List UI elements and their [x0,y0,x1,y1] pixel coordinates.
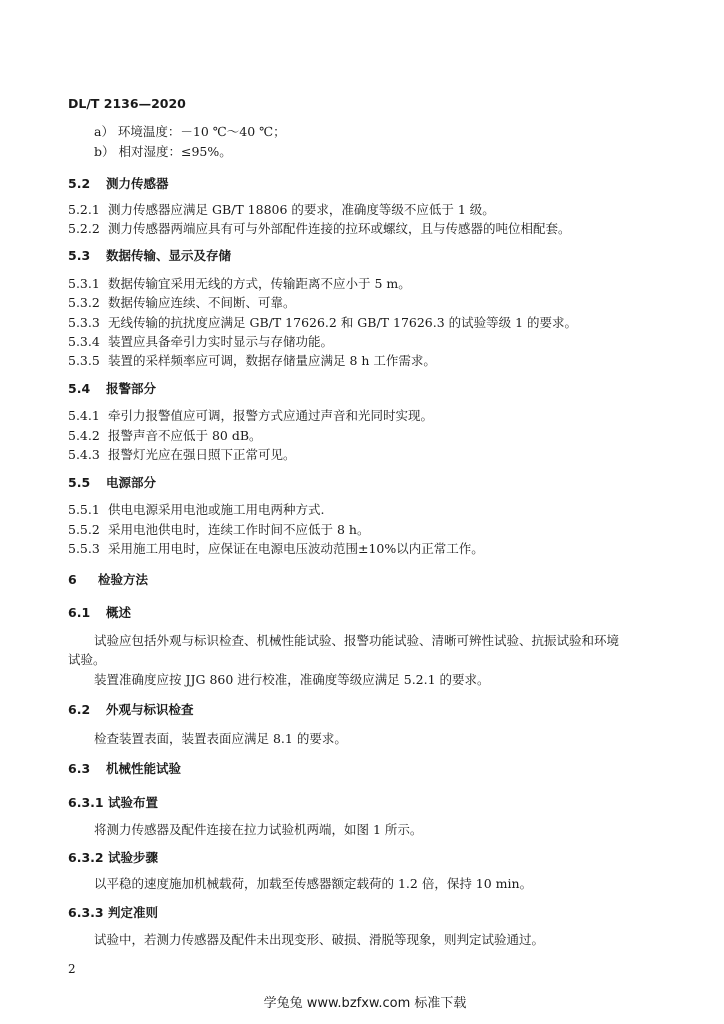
section-number: 6.2 [68,702,91,717]
clause-5-2-1 [68,202,495,218]
section-6-3-heading [68,761,181,777]
section-number: 6.3.1 [68,795,104,810]
clause-number: 5.5.2 [68,522,100,537]
section-number: 6.3.2 [68,850,104,865]
clause-text: 无线传输的抗扰度应满足 GB/T 17626.2 和 GB/T 17626.3 的试验等级 1 的要求。 [108,315,578,330]
paragraph-6-3-2: 以平稳的速度施加机械载荷，加载至传感器额定载荷的 1.2 倍，保持 10 min。 [94,876,533,891]
clause-5-4-2 [68,428,262,444]
section-title: 试验布置 [108,795,159,810]
footer-watermark: 学兔兔 www.bzfxw.com 标准下载 [263,996,467,1011]
clause-5-5-1 [68,502,324,518]
clause-5-5-3 [68,541,484,557]
clause-5-3-4 [68,334,333,350]
clause-number: 5.3.3 [68,315,100,330]
section-title: 试验步骤 [108,850,159,865]
clause-text: 数据传输宜采用无线的方式，传输距离不应小于 5 m。 [108,276,411,291]
clause-text: 测力传感器两端应具有可与外部配件连接的拉环或螺纹，且与传感器的吨位相配套。 [108,221,571,236]
section-number: 6.1 [68,605,91,620]
section-title: 数据传输、显示及存储 [106,248,232,263]
section-5-2-heading [68,176,169,192]
section-6-3-3-heading [68,905,158,921]
clause-5-3-5 [68,353,436,369]
section-number: 5.2 [68,176,91,191]
clause-text: 采用施工用电时，应保证在电源电压波动范围±10%以内正常工作。 [108,541,484,556]
clause-text: 装置应具备牵引力实时显示与存储功能。 [108,334,334,349]
clause-text: 报警声音不应低于 80 dB。 [108,428,262,443]
clause-number: 5.4.2 [68,428,100,443]
clause-number: 5.5.3 [68,541,100,556]
clause-number: 5.3.2 [68,295,100,310]
section-number: 6.3.3 [68,905,104,920]
section-title: 测力传感器 [106,176,169,191]
section-number: 5.5 [68,475,91,490]
clause-5-4-3 [68,447,296,463]
section-5-3-heading [68,248,231,264]
clause-number: 5.4.1 [68,408,100,423]
clause-number: 5.3.1 [68,276,100,291]
section-title: 机械性能试验 [106,761,182,776]
paragraph-6-1-line2: 试验。 [68,652,106,667]
section-6-1-heading [68,605,131,621]
section-title: 外观与标识检查 [106,702,194,717]
section-title: 判定准则 [108,905,159,920]
clause-number: 5.2.1 [68,202,100,217]
section-number: 5.3 [68,248,91,263]
clause-number: 5.3.4 [68,334,100,349]
env-temperature: a） 环境温度：－10 ℃～40 ℃； [94,124,286,139]
chapter-number: 6 [68,572,77,587]
clause-text: 供电电源采用电池或施工用电两种方式. [108,502,325,517]
section-title: 报警部分 [106,381,157,396]
clause-5-4-1 [68,408,433,424]
paragraph-6-2: 检查装置表面，装置表面应满足 8.1 的要求。 [94,731,347,746]
paragraph-6-3-3: 试验中，若测力传感器及配件未出现变形、破损、滑脱等现象，则判定试验通过。 [94,932,545,947]
clause-text: 装置的采样频率应可调，数据存储量应满足 8 h 工作需求。 [108,353,436,368]
clause-5-3-2 [68,295,296,311]
clause-number: 5.5.1 [68,502,100,517]
clause-5-3-3 [68,315,577,331]
section-5-5-heading [68,475,156,491]
clause-text: 采用电池供电时，连续工作时间不应低于 8 h。 [108,522,370,537]
clause-number: 5.4.3 [68,447,100,462]
section-5-4-heading [68,381,156,397]
clause-number: 5.3.5 [68,353,100,368]
paragraph-6-1-calibration: 装置准确度应按 JJG 860 进行校准，准确度等级应满足 5.2.1 的要求。 [94,672,490,687]
paragraph-6-3-1: 将测力传感器及配件连接在拉力试验机两端，如图 1 所示。 [94,822,423,837]
section-6-3-2-heading [68,850,158,866]
section-6-2-heading [68,702,194,718]
clause-5-5-2 [68,522,369,538]
clause-number: 5.2.2 [68,221,100,236]
section-title: 概述 [106,605,132,620]
chapter-title: 检验方法 [98,572,149,587]
clause-5-2-2 [68,221,571,237]
clause-text: 牵引力报警值应可调，报警方式应通过声音和光同时实现。 [108,408,434,423]
clause-text: 数据传输应连续、不间断、可靠。 [108,295,296,310]
env-humidity: b） 相对湿度：≤95%。 [94,144,232,159]
paragraph-6-1-line1: 试验应包括外观与标识检查、机械性能试验、报警功能试验、清晰可辨性试验、抗振试验和环境 [94,633,620,648]
clause-text: 测力传感器应满足 GB/T 18806 的要求，准确度等级不应低于 1 级。 [108,202,495,217]
section-number: 5.4 [68,381,91,396]
chapter-6-heading [68,572,148,588]
section-number: 6.3 [68,761,91,776]
clause-5-3-1 [68,276,411,292]
clause-text: 报警灯光应在强日照下正常可见。 [108,447,296,462]
section-title: 电源部分 [106,475,157,490]
document-id: DL/T 2136—2020 [68,96,186,111]
page-number: 2 [68,962,76,976]
section-6-3-1-heading [68,795,158,811]
